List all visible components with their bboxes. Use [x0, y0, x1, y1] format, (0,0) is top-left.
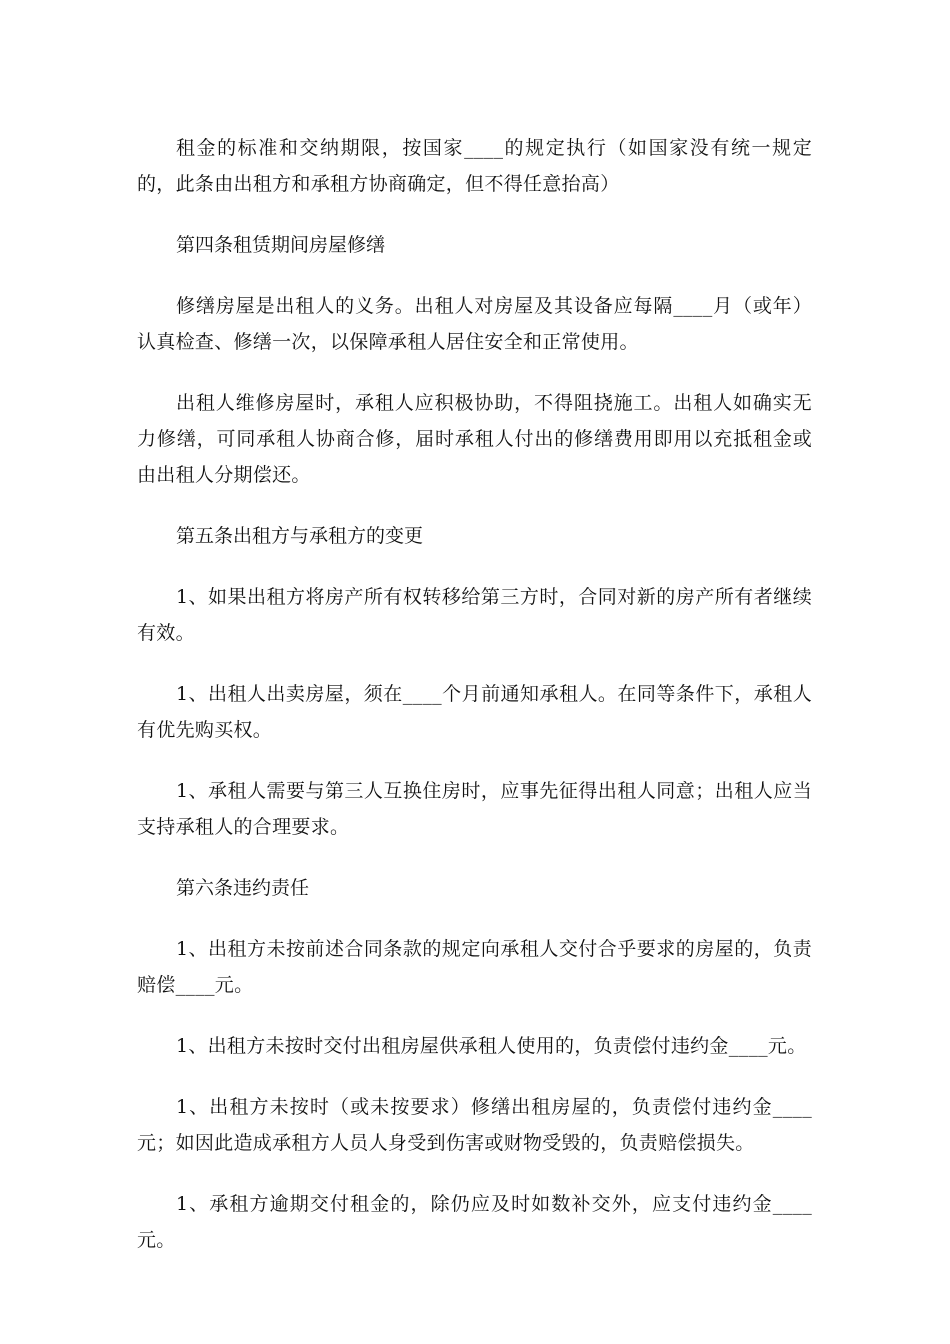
- paragraph-liability-repair: 1、出租方未按时（或未按要求）修缮出租房屋的，负责偿付违约金____元；如因此造成承租方人员人身受到伤害或财物受毁的，负责赔偿损失。: [137, 1096, 812, 1154]
- paragraph-liability-nonconforming: 1、出租方未按前述合同条款的规定向承租人交付合乎要求的房屋的，负责赔偿____元。: [137, 938, 812, 996]
- paragraph-sale-notice: 1、出租人出卖房屋，须在____个月前通知承租人。在同等条件下，承租人有优先购买权。: [137, 683, 812, 741]
- paragraph-housing-exchange: 1、承租人需要与第三人互换住房时，应事先征得出租人同意；出租人应当支持承租人的合理要求。: [137, 780, 812, 838]
- document-body: [137, 130, 812, 1283]
- section-heading-article-6: 第六条违约责任: [175, 877, 309, 899]
- section-heading-article-4: 第四条租赁期间房屋修缮: [175, 234, 385, 256]
- paragraph-liability-late-delivery: 1、出租方未按时交付出租房屋供承租人使用的，负责偿付违约金____元。: [175, 1035, 807, 1057]
- paragraph-repair-cooperation: 出租人维修房屋时，承租人应积极协助，不得阻挠施工。出租人如确实无力修缮，可同承租人协商合修，届时承租人付出的修缮费用即用以充抵租金或由出租人分期偿还。: [137, 392, 812, 486]
- paragraph-liability-late-rent: 1、承租方逾期交付租金的，除仍应及时如数补交外，应支付违约金____元。: [137, 1193, 812, 1251]
- paragraph-rent-standard: 租金的标准和交纳期限，按国家____的规定执行（如国家没有统一规定的，此条由出租方和承租方协商确定，但不得任意抬高）: [137, 137, 812, 195]
- paragraph-repair-duty: 修缮房屋是出租人的义务。出租人对房屋及其设备应每隔____月（或年）认真检查、修缮一次，以保障承租人居住安全和正常使用。: [137, 295, 812, 353]
- section-heading-article-5: 第五条出租方与承租方的变更: [175, 525, 423, 547]
- paragraph-ownership-transfer: 1、如果出租方将房产所有权转移给第三方时，合同对新的房产所有者继续有效。: [137, 586, 812, 644]
